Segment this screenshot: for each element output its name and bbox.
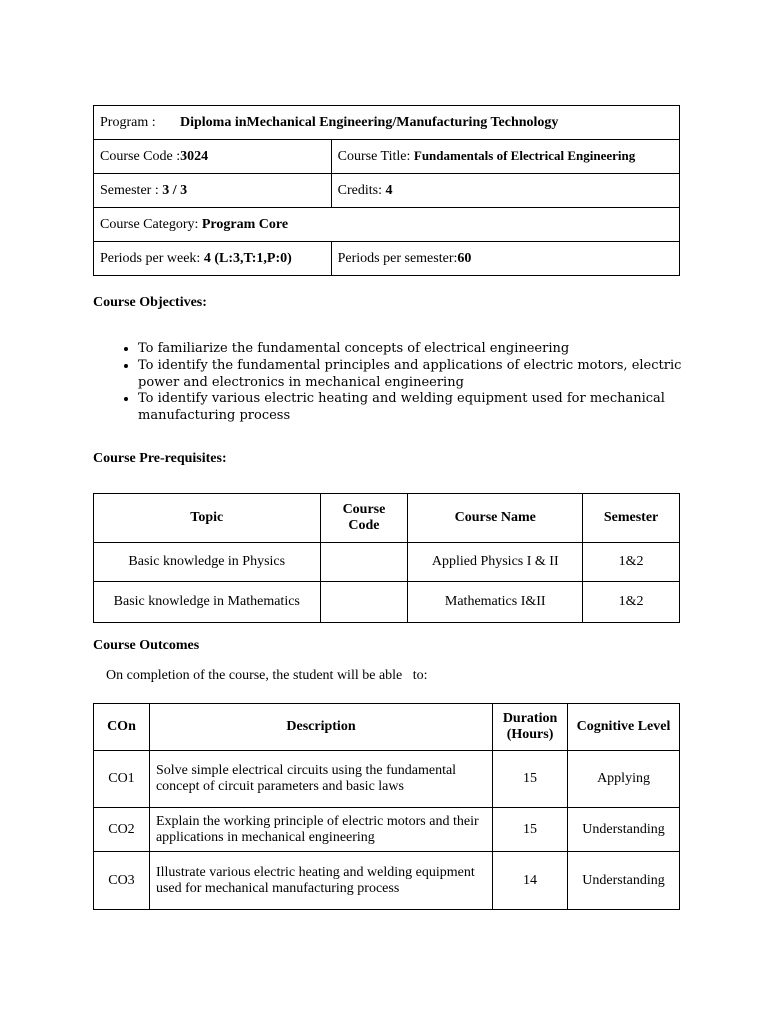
- col-header-course-name: Course Name: [408, 494, 583, 543]
- periods-sem-value: 60: [457, 250, 472, 266]
- prereq-name: Applied Physics I & II: [408, 543, 583, 582]
- outcome-level: Understanding: [568, 852, 680, 910]
- table-row: [94, 543, 680, 582]
- objective-item: • To identify various electric heating and welding equipment used for mechanical manufacturing process: [138, 391, 698, 425]
- col-header-con: COn: [94, 704, 150, 751]
- outcome-co: CO3: [94, 852, 150, 910]
- semester-value: 3 / 3: [162, 182, 188, 198]
- col-header-semester: Semester: [583, 494, 680, 543]
- outcome-description: Explain the working principle of electric motors and their applications in mechanical engineering: [149, 808, 492, 852]
- outcome-hours: 14: [493, 852, 568, 910]
- semester-label: Semester :: [100, 182, 159, 198]
- prereq-name: Mathematics I&II: [408, 582, 583, 623]
- program-label: Program :: [100, 114, 156, 130]
- prerequisites-heading: Course Pre-requisites:: [93, 451, 227, 466]
- outcomes-intro: On completion of the course, the student will be able to:: [106, 668, 428, 683]
- category-row: [94, 208, 680, 242]
- outcomes-table: [93, 703, 680, 910]
- category-value: Program Core: [201, 216, 289, 232]
- col-header-duration: Duration (Hours): [493, 704, 568, 751]
- credits-value: 4: [385, 182, 393, 198]
- table-row: [94, 852, 680, 910]
- prerequisites-table: [93, 493, 680, 623]
- table-row: [94, 751, 680, 808]
- outcome-co: CO1: [94, 751, 150, 808]
- prereq-topic: Basic knowledge in Mathematics: [94, 582, 321, 623]
- semester-row: [94, 174, 680, 208]
- table-row: [94, 582, 680, 623]
- col-header-description: Description: [149, 704, 492, 751]
- outcome-level: Understanding: [568, 808, 680, 852]
- outcome-hours: 15: [493, 808, 568, 852]
- program-row: [94, 106, 680, 140]
- outcome-hours: 15: [493, 751, 568, 808]
- program-value: Diploma inMechanical Engineering/Manufacturing Technology: [180, 114, 559, 130]
- periods-week-value: 4 (L:3,T:1,P:0): [203, 250, 292, 266]
- prereq-code: [320, 582, 408, 623]
- periods-week-label: Periods per week:: [100, 250, 201, 266]
- prereq-code: [320, 543, 408, 582]
- prereq-topic: Basic knowledge in Physics: [94, 543, 321, 582]
- course-code-label: Course Code :: [100, 148, 181, 164]
- periods-sem-label: Periods per semester:: [337, 250, 458, 266]
- course-code-value: 3024: [180, 148, 209, 164]
- credits-label: Credits:: [337, 182, 382, 198]
- objective-item: • To identify the fundamental principles and applications of electric motors, electric power and electronics in mechanical engineering: [138, 358, 698, 392]
- outcomes-heading: Course Outcomes: [93, 638, 200, 653]
- outcomes-header-row: [94, 704, 680, 751]
- outcome-co: CO2: [94, 808, 150, 852]
- prerequisites-header-row: [94, 494, 680, 543]
- outcome-description: Solve simple electrical circuits using the fundamental concept of circuit parameters and basic laws: [149, 751, 492, 808]
- category-label: Course Category:: [100, 216, 199, 232]
- course-code-row: [94, 140, 680, 174]
- prereq-semester: 1&2: [583, 582, 680, 623]
- objectives-list: [110, 341, 698, 425]
- program-info-table: [93, 105, 680, 276]
- objective-item: • To familiarize the fundamental concepts of electrical engineering: [138, 341, 698, 358]
- prereq-semester: 1&2: [583, 543, 680, 582]
- course-title-label: Course Title:: [337, 149, 411, 164]
- outcome-level: Applying: [568, 751, 680, 808]
- col-header-course-code: Course Code: [320, 494, 408, 543]
- col-header-cognitive-level: Cognitive Level: [568, 704, 680, 751]
- periods-row: [94, 242, 680, 276]
- table-row: [94, 808, 680, 852]
- course-title-value: Fundamentals of Electrical Engineering: [413, 148, 636, 163]
- objectives-heading: Course Objectives:: [93, 295, 207, 310]
- col-header-topic: Topic: [94, 494, 321, 543]
- outcome-description: Illustrate various electric heating and welding equipment used for mechanical manufacturing process: [149, 852, 492, 910]
